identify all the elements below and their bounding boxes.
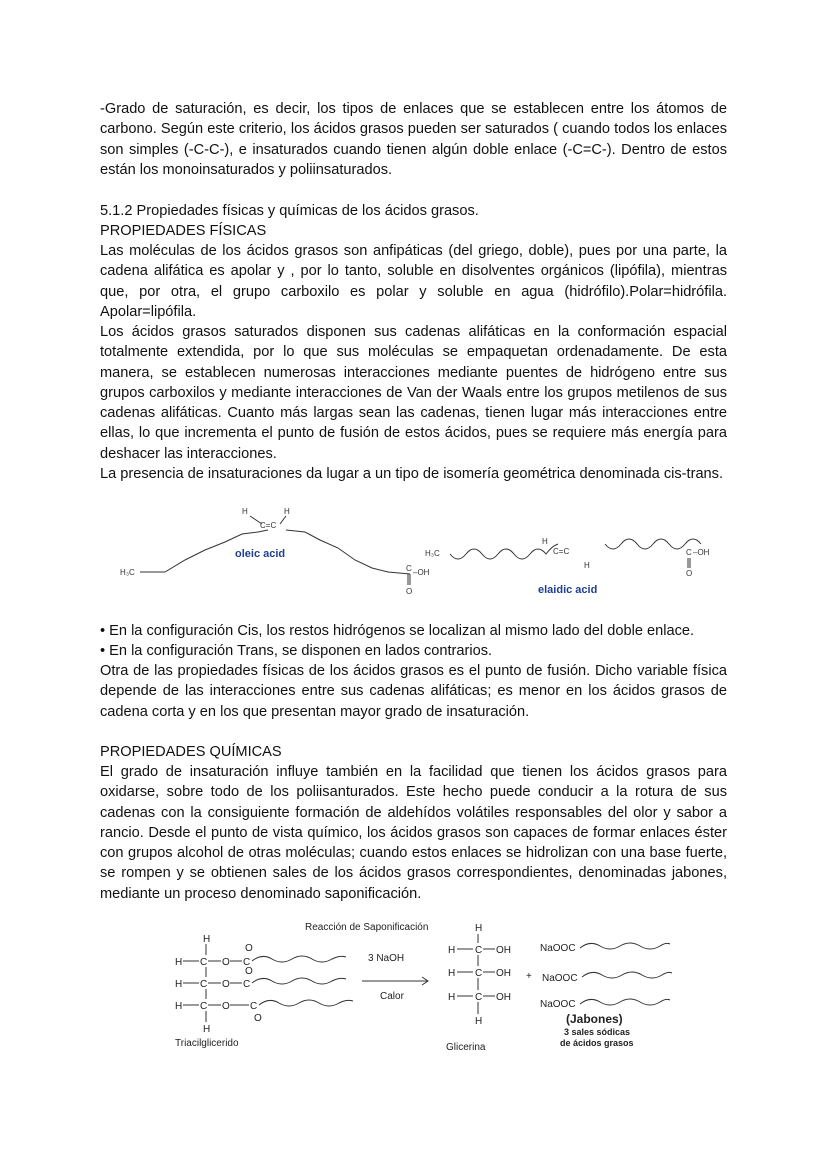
tg-o1: O: [222, 957, 230, 968]
triglyceride-label: Triacilglicerido: [175, 1038, 239, 1049]
elaidic-h-top: H: [542, 537, 548, 546]
paragraph-melting-point: Otra de las propiedades físicas de los ácidos grasos es el punto de fusión. Dicho variable física depende de las interacciones entre sus cadenas alifáticas; es menor en los ácidos grasos de cadena corta y en los que presentan mayor grado de insaturación.: [100, 663, 727, 720]
plus-sign: +: [526, 971, 532, 982]
paragraph-saturation: -Grado de saturación, es decir, los tipos de enlaces que se establecen entre los átomos de carbono. Según este criterio, los ácidos grasos pueden ser saturados ( cuando todos los enlaces son simples (-C-C-), e insaturados cuando tienen algún doble enlace (-C=C-). Dentro de estos están los monoinsaturados y poliinsaturados.: [100, 101, 727, 178]
bullet-cis: • En la configuración Cis, los restos hidrógenos se localizan al mismo lado del doble enlace.: [100, 623, 695, 639]
oleic-acid-name: oleic acid: [235, 548, 286, 560]
soap-3-naooc: NaOOC: [540, 999, 576, 1010]
soaps-desc-1: 3 sales sódicas: [564, 1027, 631, 1037]
oleic-cooh-oh: –OH: [413, 568, 430, 577]
tg-c2: C: [200, 979, 208, 990]
oleic-cooh-c: C: [406, 564, 412, 573]
cis-trans-isomers-figure: [110, 502, 735, 602]
tg-o1b: O: [245, 943, 253, 954]
paragraph-chemical: El grado de insaturación influye también en la facilidad que tienen los ácidos grasos para oxidarse, sobre todo de los poliisanturados. Este hecho puede conducir a la rotura de sus cadenas con la consiguiente formación de aldehídos volátiles responsables del olor y sabor a rancio. Desde el punto de vista químico, los ácidos grasos son capaces de formar enlaces éster con grupos alcohol de otras moléculas; cuando estos enlaces se hidrolizan con una base fuerte, se rompen y se obtienen sales de los ácidos grasos correspondientes, denominadas jabones, mediante un proceso denominado saponificación.: [100, 764, 727, 902]
gly-oh2: OH: [496, 968, 511, 979]
tg-h-top: H: [203, 934, 211, 945]
oleic-h-left: H: [242, 507, 248, 516]
oleic-h3c-label: H₃C: [120, 568, 135, 577]
elaidic-cooh-o: O: [686, 569, 693, 578]
oleic-double-bond: C=C: [260, 521, 277, 530]
gly-h3: H: [448, 992, 456, 1003]
paragraph-isomerism: La presencia de insaturaciones da lugar a un tipo de isomería geométrica denominada cis-trans.: [100, 466, 724, 482]
gly-c1: C: [475, 945, 483, 956]
elaidic-h3c-label: H₃C: [425, 549, 440, 558]
tg-c1: C: [200, 957, 208, 968]
elaidic-cooh-oh: –OH: [693, 548, 710, 557]
section-title: 5.1.2 Propiedades físicas y químicas de los ácidos grasos.: [100, 203, 479, 219]
tg-h1: H: [175, 957, 183, 968]
gly-h-top: H: [475, 923, 483, 934]
tg-co3: C: [250, 1001, 258, 1012]
soap-2-naooc: NaOOC: [542, 973, 578, 984]
physical-properties-heading: PROPIEDADES FÍSICAS: [100, 223, 267, 239]
elaidic-h-bottom: H: [584, 561, 590, 570]
tg-h-bottom: H: [203, 1024, 211, 1035]
paragraph-amphipathic: Las moléculas de los ácidos grasos son anfipáticas (del griego, doble), pues por una parte, la cadena alifática es apolar y , por lo tanto, soluble en disolventes orgánicos (lipófila), mientras que, por otra, el grupo carboxilo es polar y soluble en agua (hidrófilo).Polar=hidrófila. Apolar=lipófila.: [100, 243, 727, 320]
tg-co2: C: [243, 979, 251, 990]
tg-co1: C: [243, 957, 251, 968]
elaidic-double-bond: C=C: [553, 547, 570, 556]
elaidic-acid-name: elaidic acid: [538, 584, 598, 596]
gly-oh3: OH: [496, 992, 511, 1003]
bullet-trans: • En la configuración Trans, se disponen en lados contrarios.: [100, 643, 493, 659]
soaps-label: (Jabones): [566, 1012, 623, 1026]
tg-h3: H: [175, 1001, 183, 1012]
soaps-desc-2: de ácidos grasos: [560, 1038, 634, 1048]
gly-c2: C: [475, 968, 483, 979]
tg-o2b: O: [245, 966, 253, 977]
gly-c3: C: [475, 992, 483, 1003]
tg-o2: O: [222, 979, 230, 990]
chemical-properties-heading: PROPIEDADES QUÍMICAS: [100, 744, 282, 760]
reagent-label: 3 NaOH: [368, 953, 405, 964]
glycerin-label: Glicerina: [446, 1042, 486, 1053]
saponification-figure: [170, 915, 690, 1055]
condition-label: Calor: [380, 991, 404, 1002]
gly-h-bottom: H: [475, 1016, 483, 1027]
tg-o3b: O: [254, 1013, 262, 1024]
oleic-h-right: H: [284, 507, 290, 516]
tg-c3: C: [200, 1001, 208, 1012]
elaidic-cooh-c: C: [686, 548, 692, 557]
oleic-cooh-o: O: [406, 587, 413, 596]
gly-h2: H: [448, 968, 456, 979]
paragraph-saturated-chains: Los ácidos grasos saturados disponen sus cadenas alifáticas en la conformación espacial totalmente extendida, por lo que sus moléculas se empaquetan ordenadamente. De esta manera, se establecen numerosas interacciones mediante puentes de hidrógeno entre sus grupos carboxilos y mediante interacciones de Van der Waals entre los grupos metilenos de sus cadenas alifáticas. Cuanto más largas sean las cadenas, tienen lugar más interacciones entre ellas, lo que incrementa el punto de fusión de estos ácidos, pues se requiere más energía para deshacer las interacciones.: [100, 324, 727, 462]
reaction-title: Reacción de Saponificación: [305, 922, 429, 933]
gly-oh1: OH: [496, 945, 511, 956]
tg-o3: O: [222, 1001, 230, 1012]
tg-h2: H: [175, 979, 183, 990]
gly-h1: H: [448, 945, 456, 956]
soap-1-naooc: NaOOC: [540, 943, 576, 954]
